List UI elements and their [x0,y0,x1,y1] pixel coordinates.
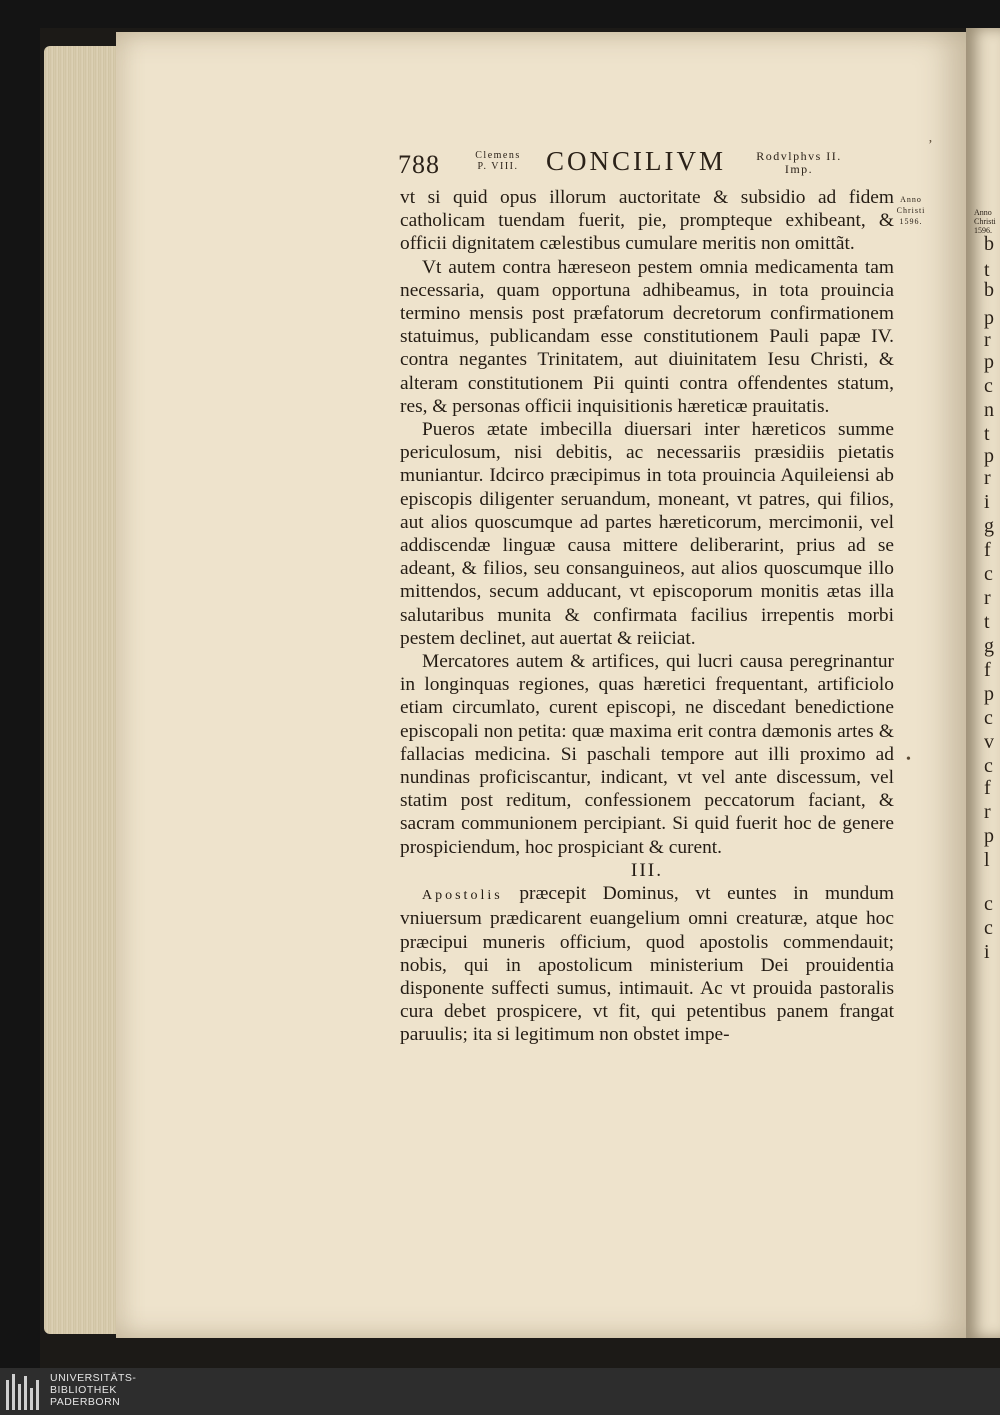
margin-note-line1: Anno [900,195,922,204]
running-head [398,146,868,186]
paragraph-5-initial: Apostolis [422,888,503,904]
page-edges [44,46,116,1334]
facing-fragment: c [984,375,993,397]
ink-mark: ʼ [928,138,933,153]
facing-fragment: p [984,825,994,847]
library-name [50,1372,136,1408]
margin-note-line2: Christi [896,206,926,215]
facing-fragment: n [984,399,994,421]
facing-fragment: l [984,849,990,871]
facing-fragment: c [984,563,993,585]
facing-fragment: b [984,279,994,301]
facing-fragment: f [984,659,991,681]
library-footer [0,1368,1000,1415]
facing-fragment: i [984,941,990,963]
facing-page-edge [966,28,1000,1338]
facing-fragment: b [984,233,994,255]
facing-fragment: p [984,683,994,705]
paragraph-3: Pueros ætate imbecilla diuersari inter hæreticos summe periculosum, nisi debitis, ac necessariis præsidiis pietatis muniantur. Idcirco præcipimus in tota prouincia Aquileiensi ab episcopis diligenter seruandum, moneant, vt patres, qui filios, aut alios quoscumque ad partes hæreticorum, mercimonii, vel addiscendæ linguæ causa mittere deliberarint, prius ad se adeant, & filios, seu consanguineos, aut alios quoscumque illo mittendos, secum adducant, vt episcoporum monitis ætas illa salutaribus munita & confirmata facilius irrepentis morbi pestem declinet, aut auertat & reiiciat. [400,419,894,649]
facing-fragment: f [984,777,991,799]
facing-fragment: r [984,467,991,489]
facing-fragment: t [984,423,990,445]
margin-note-line3: 1596. [899,217,923,226]
facing-fragment: i [984,491,990,513]
facing-fragment: g [984,635,994,657]
page-title: CONCILIVM [546,146,726,176]
library-name-line2: BIBLIOTHEK [50,1384,117,1396]
paragraph-5-text: præcepit Dominus, vt euntes in mundum vniuersum prædicarent euangelium omni creaturæ, atque hoc præcipui muneris officium, quod apostolis commendauit; nobis, qui in apostolicum ministerium Dei prouidentia disponente suffecti sumus, intimauit. Ac vt prouida pastoralis cura debet prospicere, vt fit, qui petentibus panem frangat paruulis; ita si legitimum non obstet impe- [400,883,894,1046]
facing-fragment: p [984,445,994,467]
body-text [400,186,894,1047]
facing-fragment: c [984,755,993,777]
pope-label [462,150,534,172]
facing-note-line3: 1596. [974,226,992,235]
emperor-label [734,150,864,176]
facing-fragment: v [984,731,994,753]
facing-fragment: p [984,307,994,329]
library-logo-icon [6,1372,42,1410]
emperor-line2: Imp. [784,162,814,176]
pope-line2: P. VIII. [477,161,519,172]
library-name-line3: PADERBORN [50,1396,121,1408]
ink-dot: • [906,752,911,767]
page-number: 788 [398,150,440,179]
facing-note-line2: Christi [974,217,996,226]
library-name-line1: UNIVERSITÄTS- [50,1372,137,1384]
pope-line1: Clemens [475,150,521,161]
emperor-line1: Rodvlphvs II. [756,149,842,163]
facing-fragment: t [984,259,990,281]
facing-fragment: r [984,801,991,823]
facing-fragment: f [984,539,991,561]
facing-fragment: g [984,515,994,537]
facing-fragment: r [984,587,991,609]
facing-fragment: c [984,917,993,939]
paragraph-1: vt si quid opus illorum auctoritate & subsidio ad fidem catholicam tuendam fuerit, pie, prompteque exhibeant, & officii dignitatem cælestibus cumulare meritis non omittãt. [400,187,894,255]
facing-fragment: p [984,351,994,373]
facing-fragment: c [984,707,993,729]
facing-page-margin-note [974,208,1000,235]
paragraph-2: Vt autem contra hæreseon pestem omnia medicamenta tam necessaria, quam opportuna adhibeamus, in tota prouincia termino mensis post præfatorum decretorum confirmationem statuimus, publicandam esse constitutionem Pauli papæ IV. contra negantes Trinitatem, aut diuinitatem Iesu Christi, & alteram constitutionem Pii quinti contra offendentes statum, res, & personas officii inquisitionis hæreticæ prauitatis. [400,256,894,417]
facing-fragment: t [984,611,990,633]
paragraph-4: Mercatores autem & artifices, qui lucri causa peregrinantur in longinquas regiones, quas hæretici frequentant, artificiolo etiam circumlato, curent episcopi, ne discedant benedictione episcopali non petita: quæ maxima erit contra dæmonis artes & fallacias medicina. Si paschali tempore aut illi proximo ad nundinas proficiscantur, indicant, vt vel ante discessum, vel statim post reditum, confessionem peccatorum faciant, & sacram communionem percipiant. Si quid fuerit hoc de genere prospiciendum, hoc prospiciant & curent. [400,651,894,858]
facing-note-line1: Anno [974,208,992,217]
section-heading: III. [630,859,664,881]
facing-fragment: c [984,893,993,915]
paragraph-5 [400,882,894,1046]
facing-fragment: r [984,329,991,351]
